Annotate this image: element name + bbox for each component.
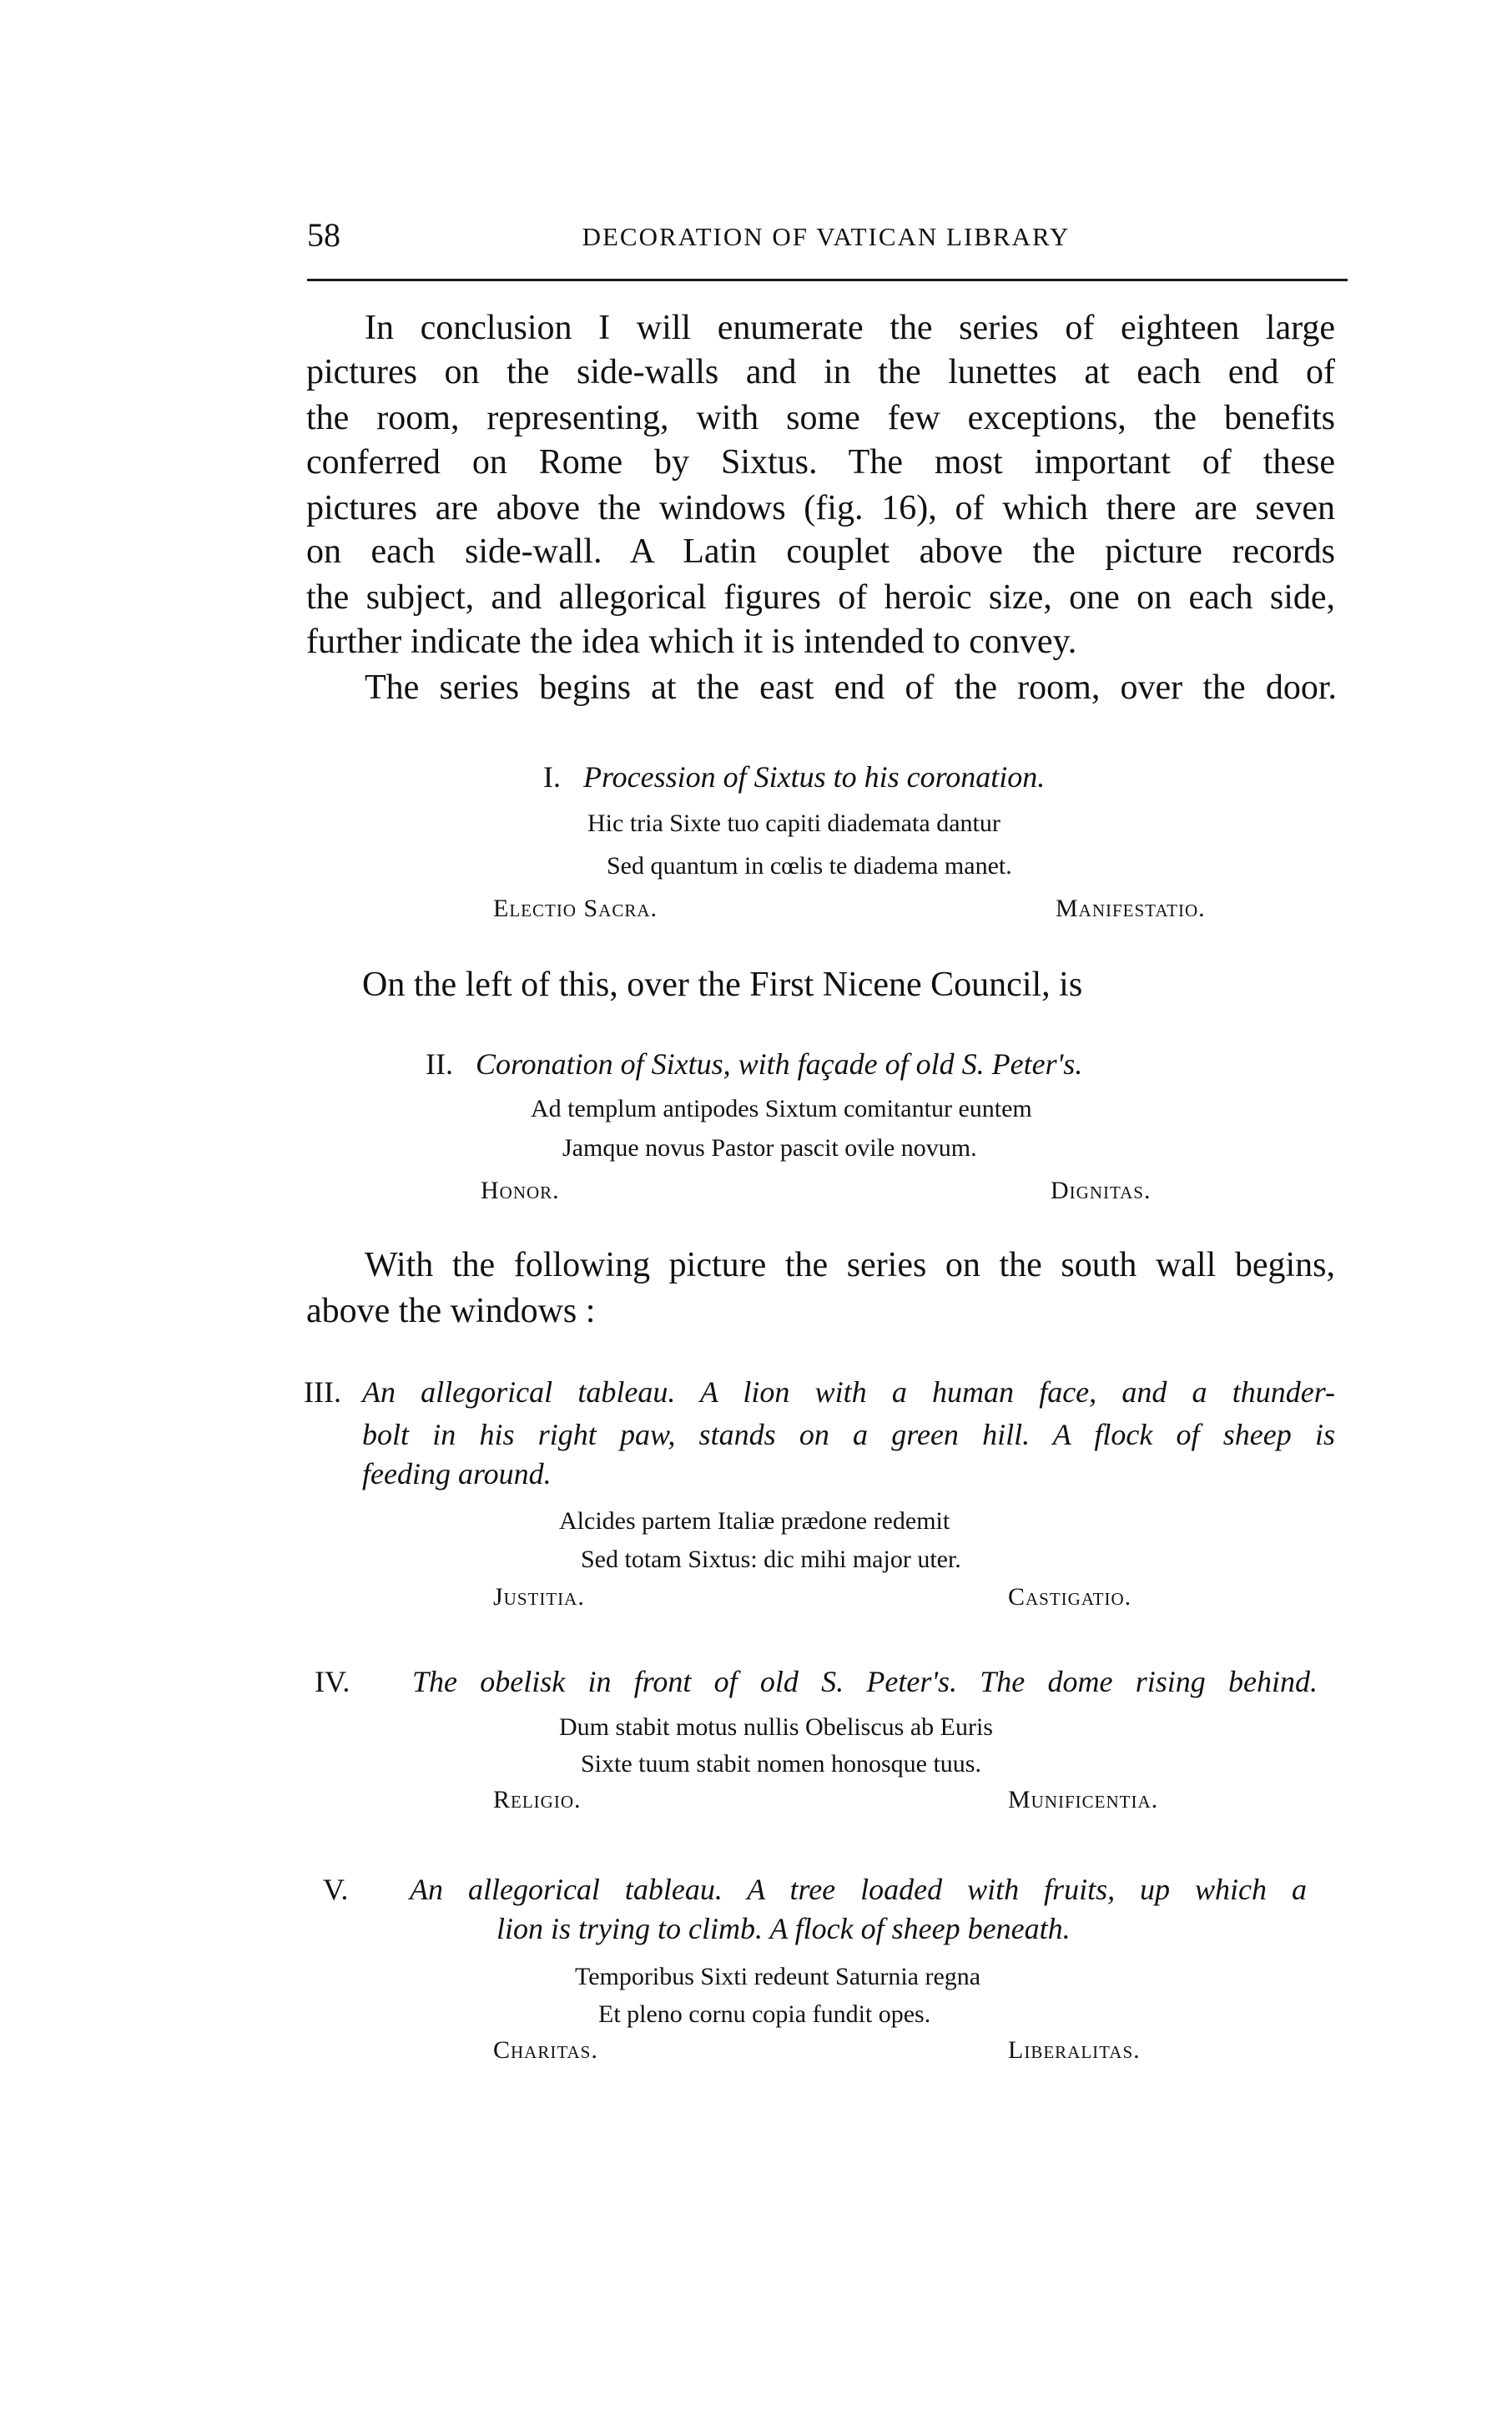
transition-text: above the windows : (306, 1292, 596, 1330)
figure-right: Manifestatio. (1056, 895, 1206, 922)
paragraph-line: further indicate the idea which it is intended to convey. (306, 623, 1077, 661)
running-title: DECORATION OF VATICAN LIBRARY (582, 222, 1071, 251)
couplet-line: Ad templum antipodes Sixtum comitantur euntem (531, 1095, 1032, 1122)
picture-title: An allegorical tableau. A lion with a human face, and a thunder- (362, 1375, 1335, 1409)
figure-right: Liberalitas. (1008, 2036, 1141, 2064)
couplet-line: Sixte tuum stabit nomen honosque tuus. (581, 1750, 981, 1778)
paragraph-line: the subject, and allegorical figures of heroic size, one on each side, (306, 578, 1335, 617)
picture-numeral: V. (323, 1873, 349, 1906)
transition-text: On the left of this, over the First Nicene Council, is (362, 966, 1083, 1004)
paragraph-line: the room, representing, with some few exceptions, the benefits (306, 399, 1335, 437)
couplet-line: Hic tria Sixte tuo capiti diademata dantur (587, 809, 1000, 837)
paragraph-line: conferred on Rome by Sixtus. The most important of these (306, 443, 1335, 482)
picture-numeral: IV. (315, 1665, 350, 1698)
picture-title: An allegorical tableau. A tree loaded with fruits, up which a (410, 1873, 1307, 1906)
couplet-line: Sed quantum in cœlis te diadema manet. (607, 852, 1012, 880)
couplet-line: Et pleno cornu copia fundit opes. (598, 2000, 931, 2028)
figure-left: Religio. (493, 1786, 582, 1813)
picture-title: Coronation of Sixtus, with façade of old S. Peter's. (475, 1047, 1083, 1081)
picture-heading (543, 762, 1045, 792)
header-rule (307, 279, 1348, 281)
paragraph-line: on each side-wall. A Latin couplet above the picture records (306, 532, 1335, 571)
picture-title: Procession of Sixtus to his coronation. (583, 760, 1046, 794)
picture-numeral: II. (426, 1047, 453, 1081)
picture-numeral: I. (543, 760, 561, 794)
couplet-line: Temporibus Sixti redeunt Saturnia regna (575, 1963, 981, 1990)
figure-right: Munificentia. (1008, 1786, 1159, 1813)
paragraph-line: In conclusion I will enumerate the series of eighteen large (365, 309, 1335, 347)
paragraph-line: pictures are above the windows (fig. 16), of which there are seven (306, 489, 1335, 527)
couplet-line: Dum stabit motus nullis Obeliscus ab Euris (559, 1713, 993, 1741)
figure-right: Dignitas. (1051, 1177, 1152, 1204)
couplet-line: Jamque novus Pastor pascit ovile novum. (562, 1134, 977, 1162)
series-intro: The series begins at the east end of the room, over the door. (365, 668, 1337, 707)
picture-heading (426, 1049, 1082, 1079)
figure-right: Castigatio. (1008, 1583, 1132, 1611)
picture-title: lion is trying to climb. A flock of sheep beneath. (496, 1912, 1071, 1945)
picture-numeral: III. (304, 1375, 341, 1409)
page-number: 58 (307, 216, 340, 254)
paragraph-line: pictures on the side-walls and in the lunettes at each end of (306, 353, 1335, 391)
picture-title: feeding around. (362, 1457, 552, 1490)
figure-left: Electio Sacra. (493, 895, 658, 922)
picture-title: The obelisk in front of old S. Peter's. The dome rising behind. (412, 1665, 1318, 1698)
figure-left: Justitia. (493, 1583, 585, 1611)
picture-title: bolt in his right paw, stands on a green hill. A flock of sheep is (362, 1418, 1335, 1451)
couplet-line: Sed totam Sixtus: dic mihi major uter. (581, 1546, 961, 1573)
couplet-line: Alcides partem Italiæ prædone redemit (559, 1507, 950, 1535)
figure-left: Honor. (481, 1177, 560, 1204)
figure-left: Charitas. (493, 2036, 598, 2064)
transition-text: With the following picture the series on the south wall begins, (365, 1246, 1335, 1284)
